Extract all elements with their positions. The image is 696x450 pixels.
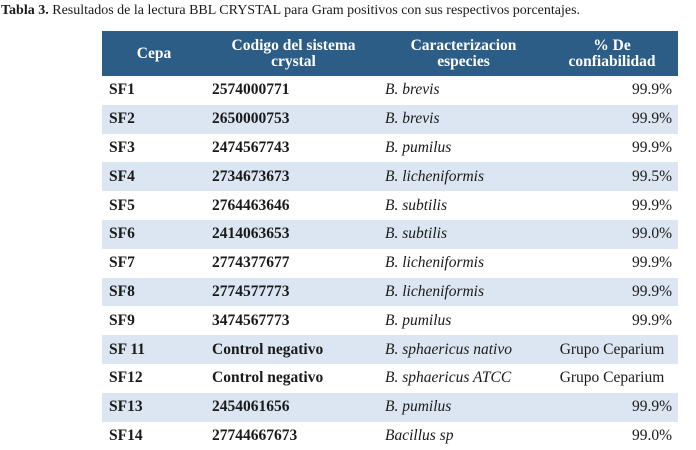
cell-cepa: SF9 <box>109 311 135 329</box>
cell-especie: B. sphaericus ATCC <box>385 369 512 387</box>
cell-especie: B. subtilis <box>385 225 448 243</box>
cell-cepa: SF5 <box>109 196 135 214</box>
cell-cepa: SF14 <box>109 426 143 444</box>
cell-codigo: 3474567773 <box>212 311 290 329</box>
cell-cepa: SF1 <box>109 81 135 99</box>
cell-codigo: 2774377677 <box>212 254 290 272</box>
cell-codigo: Control negativo <box>212 340 324 358</box>
caption-text: Resultados de la lectura BBL CRYSTAL para Gram positivos con sus respectivos porcentajes. <box>52 3 581 18</box>
cell-codigo: 2574000771 <box>212 81 290 99</box>
cell-especie: B. pumilus <box>385 398 452 416</box>
cell-confiabilidad: 99.9% <box>631 311 672 329</box>
cell-codigo: 2774577773 <box>212 282 290 300</box>
cell-codigo: 2474567743 <box>212 138 290 156</box>
header-confiabilidad: % De confiabilidad <box>568 36 656 70</box>
cell-especie: B. licheniformis <box>385 167 485 185</box>
cell-confiabilidad: 99.5% <box>631 167 672 185</box>
table-row <box>102 364 678 393</box>
cell-cepa: SF6 <box>109 225 135 243</box>
cell-especie: B. sphaericus nativo <box>385 340 512 358</box>
cell-cepa: SF12 <box>109 369 143 387</box>
cell-especie: B. brevis <box>385 110 440 128</box>
cell-codigo: 2454061656 <box>212 398 290 416</box>
table-row <box>102 335 678 364</box>
header-row <box>102 31 678 76</box>
cell-confiabilidad: 99.9% <box>631 110 672 128</box>
cell-confiabilidad: Grupo Ceparium <box>559 369 665 387</box>
table-row <box>102 249 678 278</box>
cell-codigo: 2764463646 <box>212 196 290 214</box>
cell-especie: B. licheniformis <box>385 254 485 272</box>
results-table <box>102 31 678 450</box>
cell-especie: B. subtilis <box>385 196 448 214</box>
cell-confiabilidad: 99.9% <box>631 398 672 416</box>
table-row <box>102 306 678 335</box>
table-row <box>102 220 678 249</box>
cell-confiabilidad: 99.0% <box>631 426 672 444</box>
cell-confiabilidad: 99.9% <box>631 196 672 214</box>
table-body <box>102 76 678 450</box>
cell-especie: B. licheniformis <box>385 282 485 300</box>
caption-label: Tabla 3. <box>1 3 49 18</box>
cell-especie: B. pumilus <box>385 311 452 329</box>
table-row <box>102 191 678 220</box>
cell-cepa: SF7 <box>109 254 135 272</box>
cell-cepa: SF 11 <box>109 340 146 358</box>
table-row <box>102 76 678 105</box>
cell-confiabilidad: 99.0% <box>631 225 672 243</box>
cell-confiabilidad: 99.9% <box>631 254 672 272</box>
header-cepa: Cepa <box>136 44 172 62</box>
table-header <box>102 31 678 76</box>
cell-cepa: SF3 <box>109 138 135 156</box>
cell-especie: B. brevis <box>385 81 440 99</box>
table-row <box>102 134 678 163</box>
cell-especie: Bacillus sp <box>385 426 454 444</box>
header-especies: Caracterizacion especies <box>410 36 517 70</box>
cell-confiabilidad: 99.9% <box>631 81 672 99</box>
cell-confiabilidad: 99.9% <box>631 282 672 300</box>
cell-codigo: Control negativo <box>212 369 324 387</box>
cell-codigo: 27744667673 <box>212 426 298 444</box>
cell-cepa: SF8 <box>109 282 135 300</box>
cell-confiabilidad: Grupo Ceparium <box>559 340 665 358</box>
cell-cepa: SF2 <box>109 110 135 128</box>
table-row <box>102 393 678 422</box>
table-row <box>102 278 678 307</box>
header-codigo: Codigo del sistema crystal <box>231 36 356 70</box>
cell-especie: B. pumilus <box>385 138 452 156</box>
cell-cepa: SF13 <box>109 398 143 416</box>
table-row <box>102 162 678 191</box>
cell-codigo: 2650000753 <box>212 110 290 128</box>
cell-confiabilidad: 99.9% <box>631 138 672 156</box>
cell-codigo: 2734673673 <box>212 167 290 185</box>
table-row <box>102 105 678 134</box>
table-caption <box>1 3 695 19</box>
cell-cepa: SF4 <box>109 167 135 185</box>
cell-codigo: 2414063653 <box>212 225 290 243</box>
